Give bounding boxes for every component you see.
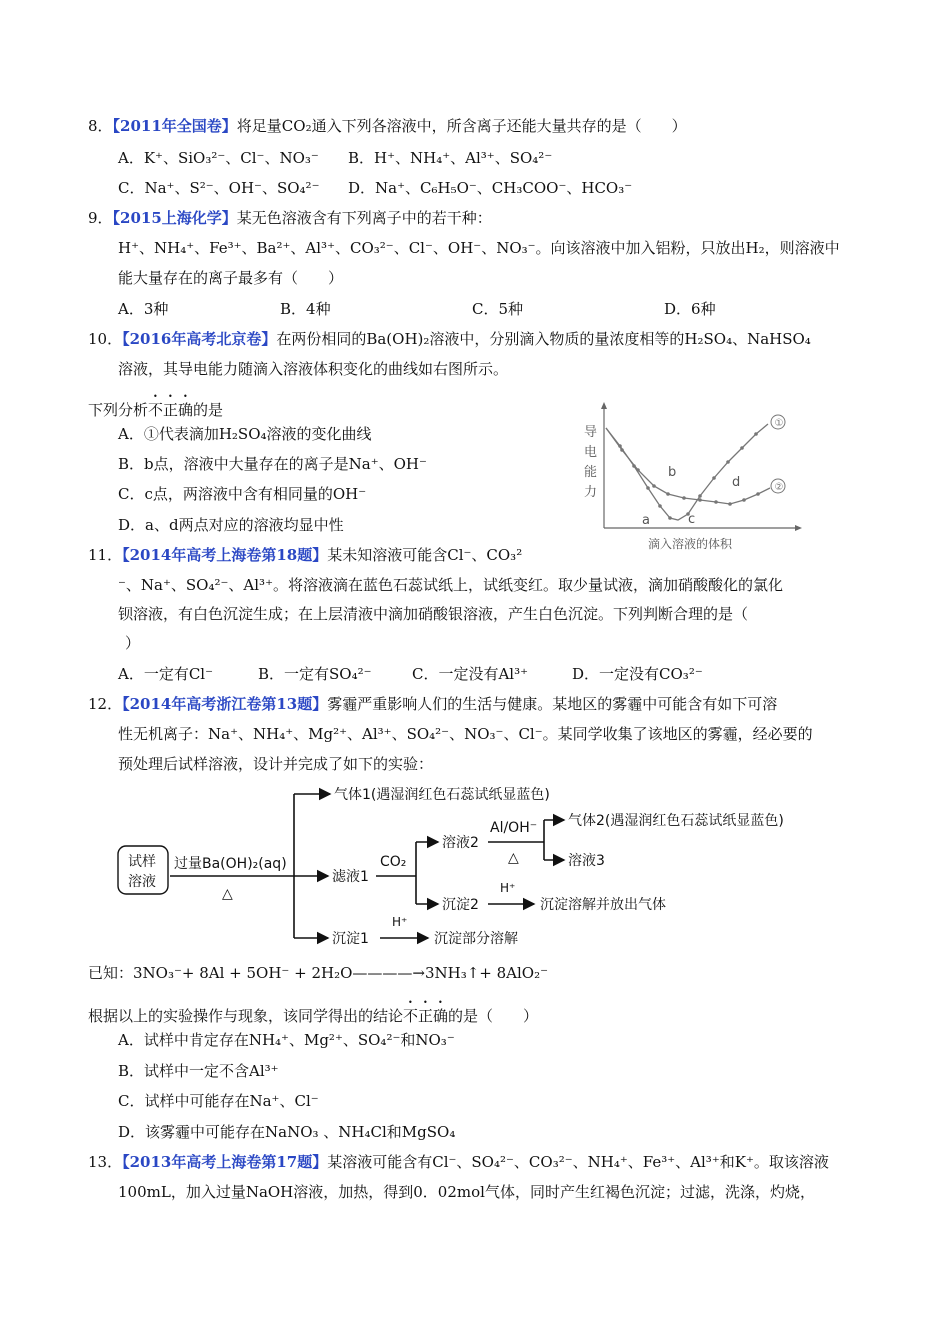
solution2-label: 溶液2 xyxy=(442,835,479,851)
q12-line2: 性无机离子：Na⁺、NH₄⁺、Mg²⁺、Al³⁺、SO₄²⁻、NO₃⁻、Cl⁻。某同学收集了该地区的雾霾，经必要的 xyxy=(118,725,813,743)
gas1-label: 气体1(遇湿润红色石蕊试纸显蓝色) xyxy=(334,787,550,803)
heat-symbol-1: △ xyxy=(222,886,233,902)
q10-line3 xyxy=(88,392,223,420)
q12-option-c: C．试样中可能存在Na⁺、Cl⁻ xyxy=(118,1092,319,1110)
q8-stem: 将足量CO₂通入下列各溶液中，所含离子还能大量共存的是（ ） xyxy=(236,117,687,135)
q9-option-a: A．3种 xyxy=(118,300,169,318)
filtrate1-label: 滤液1 xyxy=(332,869,369,885)
chart-point-b: b xyxy=(668,465,677,480)
chart-ylabel-3: 能 xyxy=(584,465,598,480)
chart-point-c: c xyxy=(688,512,696,527)
q10-source: 【2016年高考北京卷】 xyxy=(122,330,277,348)
al-oh-label: Al/OH⁻ xyxy=(490,820,538,836)
ppt2-result-label: 沉淀溶解并放出气体 xyxy=(540,897,666,913)
q11-option-b: B．一定有SO₄²⁻ xyxy=(258,665,372,683)
q13-line1 xyxy=(88,1152,829,1172)
q11-line2: ⁻、Na⁺、SO₄²⁻、Al³⁺。将溶液滴在蓝色石蕊试纸上，试纸变红。取少量试液，滴加硝酸酸化的氯化 xyxy=(118,576,783,594)
q13-number: 13． xyxy=(88,1153,123,1171)
q10-option-d: D．a、d两点对应的溶液均显中性 xyxy=(118,516,344,534)
ppt1-result-label: 沉淀部分溶解 xyxy=(434,931,518,947)
q11-stem: 某未知溶液可能含Cl⁻、CO₃² xyxy=(327,546,523,564)
q12-known: 已知：3NO₃⁻+ 8Al + 5OH⁻ + 2H₂O————→3NH₃↑+ 8AlO₂⁻ xyxy=(88,964,549,982)
q10-ask-suffix: 的是 xyxy=(193,401,224,419)
q12-line3: 预处理后试样溶液，设计并完成了如下的实验： xyxy=(118,755,434,773)
conductivity-chart xyxy=(580,400,805,555)
q11-source: 【2014年高考上海卷第18题】 xyxy=(122,546,328,564)
chart-curve-2-label: ② xyxy=(774,482,784,493)
q11-option-d: D．一定没有CO₃²⁻ xyxy=(572,665,703,683)
q12-source: 【2014年高考浙江卷第13题】 xyxy=(122,695,328,713)
q10-stem: 在两份相同的Ba(OH)₂溶液中，分别滴入物质的量浓度相等的H₂SO₄、NaHSO₄ xyxy=(276,330,811,348)
co2-label: CO₂ xyxy=(380,854,407,870)
chart-curve-1-label: ① xyxy=(774,418,784,429)
q13-stem: 某溶液可能含有Cl⁻、SO₄²⁻、CO₃²⁻、NH₄⁺、Fe³⁺、Al³⁺和K⁺。取该溶液 xyxy=(327,1153,829,1171)
q10-option-c: C．c点，两溶液中含有相同量的OH⁻ xyxy=(118,485,367,503)
chart-curve-1 xyxy=(606,424,768,520)
q9-line3: 能大量存在的离子最多有（ ） xyxy=(118,269,344,287)
q10-ask-prefix: 下列分析 xyxy=(88,401,149,419)
sample-label-1: 试样 xyxy=(128,854,156,870)
q9-option-d: D．6种 xyxy=(664,300,716,318)
h-plus-label-1: H⁺ xyxy=(500,881,516,895)
q9-source: 【2015上海化学】 xyxy=(112,209,237,227)
q9-option-c: C．5种 xyxy=(472,300,524,318)
chart-ylabel-2: 电 xyxy=(584,445,598,460)
q12-option-d: D．该雾霾中可能存在NaNO₃ 、NH₄Cl和MgSO₄ xyxy=(118,1123,456,1141)
q9-line2: H⁺、NH₄⁺、Fe³⁺、Ba²⁺、Al³⁺、CO₃²⁻、Cl⁻、OH⁻、NO₃⁻。向该溶液中加入铝粉，只放出H₂，则溶液中 xyxy=(118,239,840,257)
sample-label-2: 溶液 xyxy=(128,874,156,890)
q12-line1 xyxy=(88,694,777,714)
q9-option-b: B．4种 xyxy=(280,300,331,318)
solution3-label: 溶液3 xyxy=(568,853,605,869)
q13-source: 【2013年高考上海卷第17题】 xyxy=(122,1153,328,1171)
chart-ylabel-4: 力 xyxy=(584,485,598,500)
q12-ask-suffix: 的是（ ） xyxy=(448,1007,539,1025)
q13-line2: 100mL，加入过量NaOH溶液，加热，得到0．02mol气体，同时产生红褐色沉淀；过滤，洗涤，灼烧， xyxy=(118,1183,815,1201)
q12-number: 12． xyxy=(88,695,123,713)
q9-line1 xyxy=(88,208,492,228)
q12-ask-prefix: 根据以上的实验操作与现象，该同学得出的结论 xyxy=(88,1007,404,1025)
chart-point-d: d xyxy=(732,475,741,490)
ppt2-label: 沉淀2 xyxy=(442,897,479,913)
q8-line1 xyxy=(88,116,687,136)
q9-number: 9． xyxy=(88,209,113,227)
h-plus-label-2: H⁺ xyxy=(392,915,408,929)
q11-line1 xyxy=(88,545,522,565)
q11-line3: 钡溶液，有白色沉淀生成；在上层清液中滴加硝酸银溶液，产生白色沉淀。下列判断合理的是（ xyxy=(118,605,749,623)
q10-ask-emphasis: 不正确 xyxy=(148,401,194,419)
q10-line1 xyxy=(88,329,811,349)
q8-option-b: B．H⁺、NH₄⁺、Al³⁺、SO₄²⁻ xyxy=(348,149,553,167)
q12-ask xyxy=(88,998,538,1026)
chart-y-arrow xyxy=(601,402,607,409)
q10-line2: 溶液，其导电能力随滴入溶液体积变化的曲线如右图所示。 xyxy=(118,360,509,378)
q11-option-a: A．一定有Cl⁻ xyxy=(118,665,214,683)
q8-option-c: C．Na⁺、S²⁻、OH⁻、SO₄²⁻ xyxy=(118,179,320,197)
q10-number: 10． xyxy=(88,330,123,348)
q11-line4: ） xyxy=(125,634,141,652)
q9-stem: 某无色溶液含有下列离子中的若干种： xyxy=(236,209,492,227)
ppt1-label: 沉淀1 xyxy=(332,931,369,947)
reagent1-label: 过量Ba(OH)₂(aq) xyxy=(174,856,287,872)
gas2-label: 气体2(遇湿润红色石蕊试纸显蓝色) xyxy=(568,813,784,829)
q8-source: 【2011年全国卷】 xyxy=(112,117,237,135)
q12-ask-emphasis: 不正确 xyxy=(403,1007,449,1025)
chart-xlabel: 滴入溶液的体积 xyxy=(648,537,733,551)
chart-x-arrow xyxy=(795,525,802,531)
q11-number: 11． xyxy=(88,546,123,564)
q10-option-b: B．b点，溶液中大量存在的离子是Na⁺、OH⁻ xyxy=(118,455,427,473)
chart-ylabel-1: 导 xyxy=(584,425,598,440)
chart-point-a: a xyxy=(642,513,650,528)
chart-curve-2 xyxy=(606,428,770,504)
q11-option-c: C．一定没有Al³⁺ xyxy=(412,665,529,683)
q8-option-d: D．Na⁺、C₆H₅O⁻、CH₃COO⁻、HCO₃⁻ xyxy=(348,179,633,197)
q8-number: 8． xyxy=(88,117,113,135)
q8-option-a: A．K⁺、SiO₃²⁻、Cl⁻、NO₃⁻ xyxy=(118,149,319,167)
experiment-flowchart xyxy=(112,780,832,955)
q12-option-b: B．试样中一定不含Al³⁺ xyxy=(118,1062,279,1080)
q10-option-a: A．①代表滴加H₂SO₄溶液的变化曲线 xyxy=(118,425,372,443)
q12-option-a: A．试样中肯定存在NH₄⁺、Mg²⁺、SO₄²⁻和NO₃⁻ xyxy=(118,1031,455,1049)
heat-symbol-2: △ xyxy=(508,850,519,866)
q12-stem: 雾霾严重影响人们的生活与健康。某地区的雾霾中可能含有如下可溶 xyxy=(327,695,778,713)
